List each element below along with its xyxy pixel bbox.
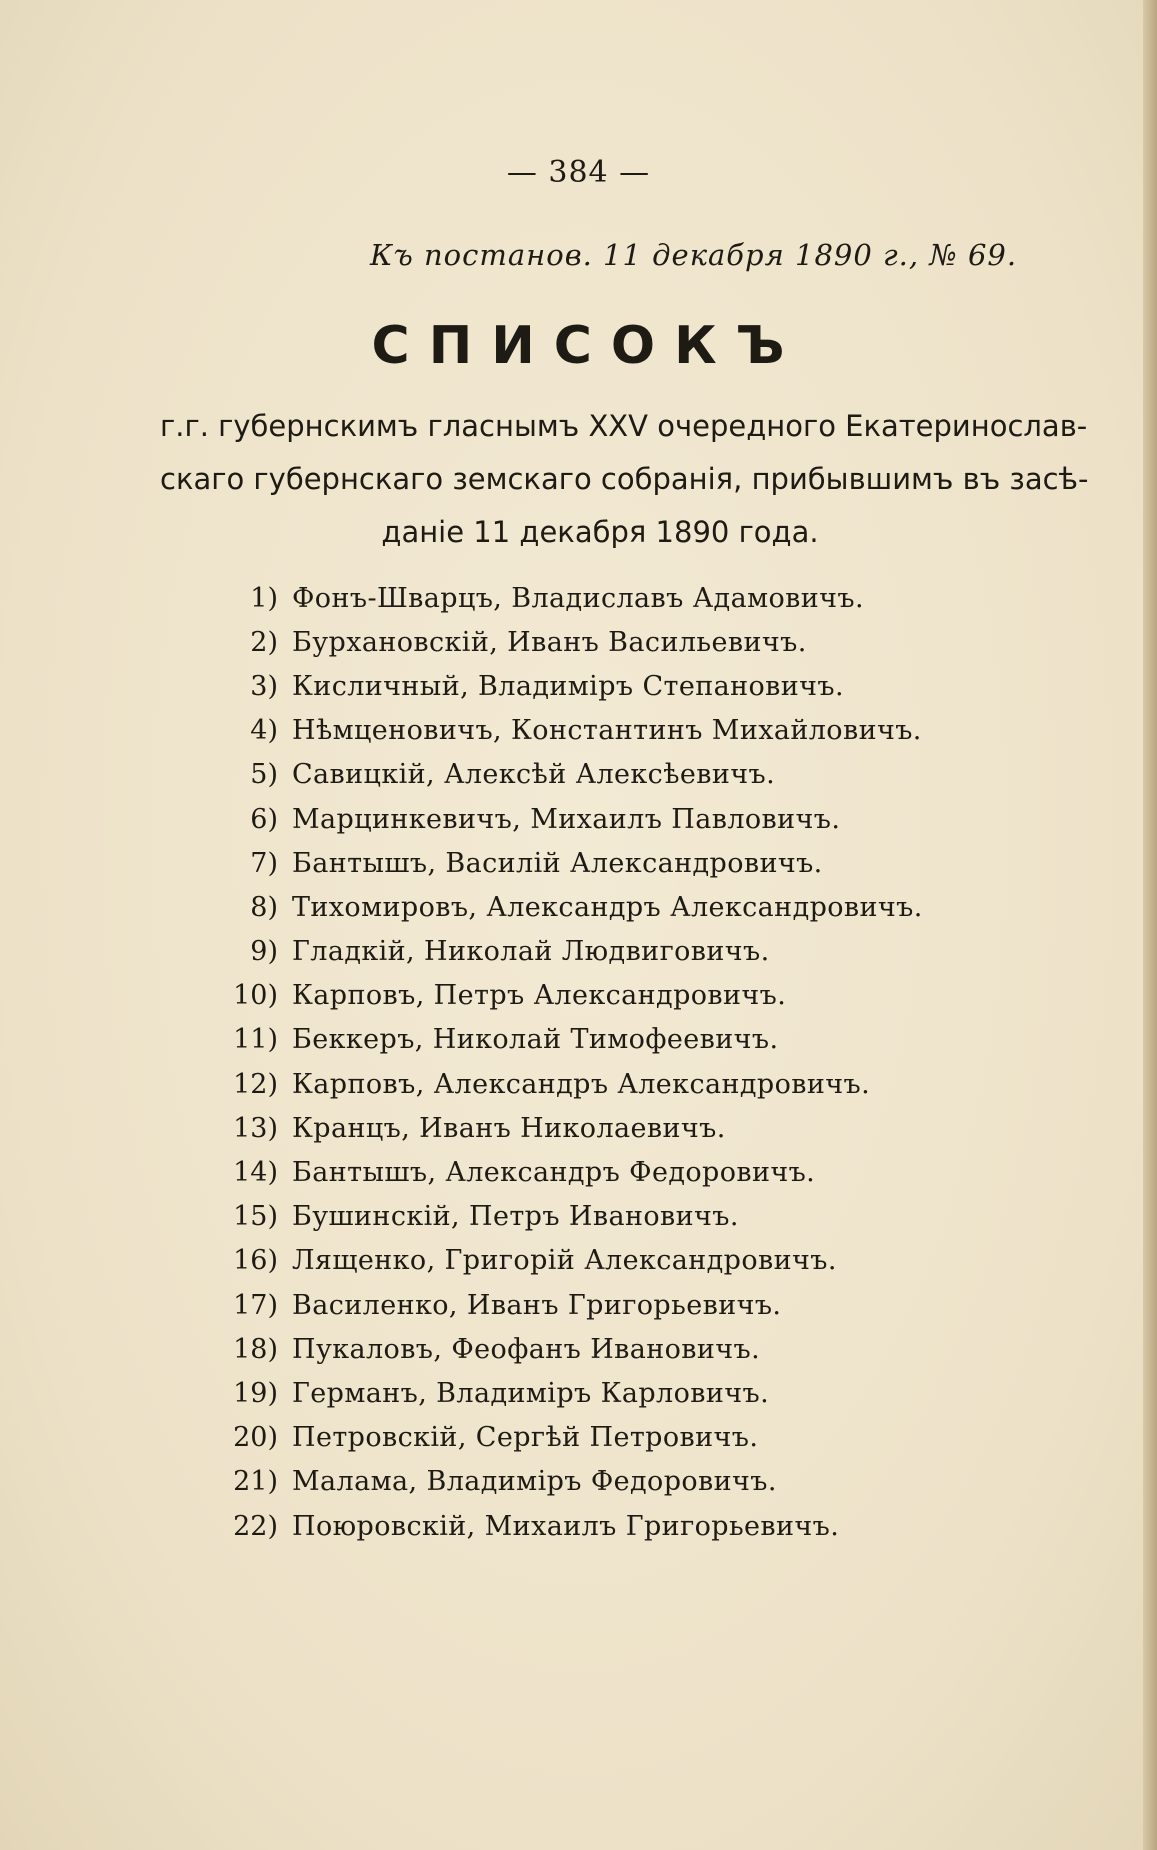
list-item	[200, 1460, 980, 1504]
list-item-name: Бурхановскій, Иванъ Васильевичъ.	[292, 626, 807, 658]
list-item-name: Гладкій, Николай Людвиговичъ.	[292, 936, 770, 968]
list-item	[200, 1327, 980, 1371]
list-item	[200, 1018, 980, 1062]
list-item	[200, 1062, 980, 1106]
list-item	[200, 664, 980, 708]
list-item-name: Бантышъ, Василій Александровичъ.	[292, 847, 823, 879]
list-item-number: 15)	[233, 1201, 278, 1233]
list-item-name: Карповъ, Петръ Александровичъ.	[292, 980, 787, 1012]
list-item-number: 17)	[233, 1289, 278, 1321]
list-item	[200, 841, 980, 885]
list-item	[200, 930, 980, 974]
list-item	[200, 1195, 980, 1239]
list-item-number: 3)	[250, 670, 278, 702]
list-item-number: 22)	[233, 1510, 278, 1542]
list-item	[200, 885, 980, 929]
list-item	[200, 797, 980, 841]
list-item-name: Лященко, Григорій Александровичъ.	[292, 1245, 837, 1277]
list-item-number: 7)	[250, 847, 278, 879]
list-item	[200, 1371, 980, 1415]
list-item-name: Василенко, Иванъ Григорьевичъ.	[292, 1289, 782, 1321]
list-item	[200, 1150, 980, 1194]
subtitle-line: даніе 11 декабря 1890 года.	[381, 515, 819, 549]
list-item-number: 6)	[250, 803, 278, 835]
list-item	[200, 1106, 980, 1150]
document-subtitle	[160, 400, 1089, 559]
member-list	[200, 576, 980, 1548]
list-item-number: 12)	[233, 1068, 278, 1100]
list-item-name: Тихомировъ, Александръ Александровичъ.	[292, 891, 923, 923]
decree-reference: Къ постанов. 11 декабря 1890 г., № 69.	[370, 238, 1018, 272]
page-edge	[1143, 0, 1157, 1850]
list-item	[200, 1416, 980, 1460]
list-item	[200, 1239, 980, 1283]
list-item	[200, 1283, 980, 1327]
list-item-number: 21)	[233, 1466, 278, 1498]
list-item-name: Пукаловъ, Феофанъ Ивановичъ.	[292, 1333, 761, 1365]
list-item-number: 5)	[250, 759, 278, 791]
list-item-number: 19)	[233, 1377, 278, 1409]
list-item-name: Бантышъ, Александръ Федоровичъ.	[292, 1157, 816, 1189]
list-item-name: Савицкій, Алексѣй Алексѣевичъ.	[292, 759, 776, 791]
list-item-number: 1)	[250, 582, 278, 614]
list-item-name: Нѣмценовичъ, Константинъ Михайловичъ.	[292, 715, 922, 747]
list-item-name: Фонъ-Шварцъ, Владиславъ Адамовичъ.	[292, 582, 864, 614]
list-item-number: 10)	[233, 980, 278, 1012]
list-item	[200, 620, 980, 664]
list-item	[200, 709, 980, 753]
list-item-number: 9)	[250, 936, 278, 968]
list-item-number: 4)	[250, 715, 278, 747]
page-number: — 384 —	[506, 155, 651, 190]
list-item-number: 2)	[250, 626, 278, 658]
list-item-name: Кисличный, Владиміръ Степановичъ.	[292, 670, 844, 702]
list-item-name: Беккеръ, Николай Тимофеевичъ.	[292, 1024, 779, 1056]
list-item	[200, 576, 980, 620]
list-item-name: Петровскій, Сергѣй Петровичъ.	[292, 1422, 759, 1454]
subtitle-line: скаго губернскаго земскаго собранія, прибывшимъ въ засѣ-	[160, 462, 1089, 496]
list-item-name: Марцинкевичъ, Михаилъ Павловичъ.	[292, 803, 841, 835]
list-item-number: 16)	[233, 1245, 278, 1277]
list-item-name: Германъ, Владиміръ Карловичъ.	[292, 1377, 770, 1409]
list-item-name: Поюровскій, Михаилъ Григорьевичъ.	[292, 1510, 840, 1542]
list-item-number: 11)	[233, 1024, 278, 1056]
list-item	[200, 974, 980, 1018]
list-item-name: Кранцъ, Иванъ Николаевичъ.	[292, 1112, 726, 1144]
list-item-number: 20)	[233, 1422, 278, 1454]
list-item-number: 8)	[250, 891, 278, 923]
list-item	[200, 1504, 980, 1548]
subtitle-line: г.г. губернскимъ гласнымъ XXV очередного Екатеринослав-	[160, 409, 1088, 443]
list-item-name: Бушинскій, Петръ Ивановичъ.	[292, 1201, 739, 1233]
list-item-name: Карповъ, Александръ Александровичъ.	[292, 1068, 871, 1100]
list-item-number: 18)	[233, 1333, 278, 1365]
document-title: СПИСОКЪ	[371, 316, 804, 376]
list-item-number: 13)	[233, 1112, 278, 1144]
list-item-number: 14)	[233, 1157, 278, 1189]
list-item	[200, 753, 980, 797]
list-item-name: Малама, Владиміръ Федоровичъ.	[292, 1466, 777, 1498]
